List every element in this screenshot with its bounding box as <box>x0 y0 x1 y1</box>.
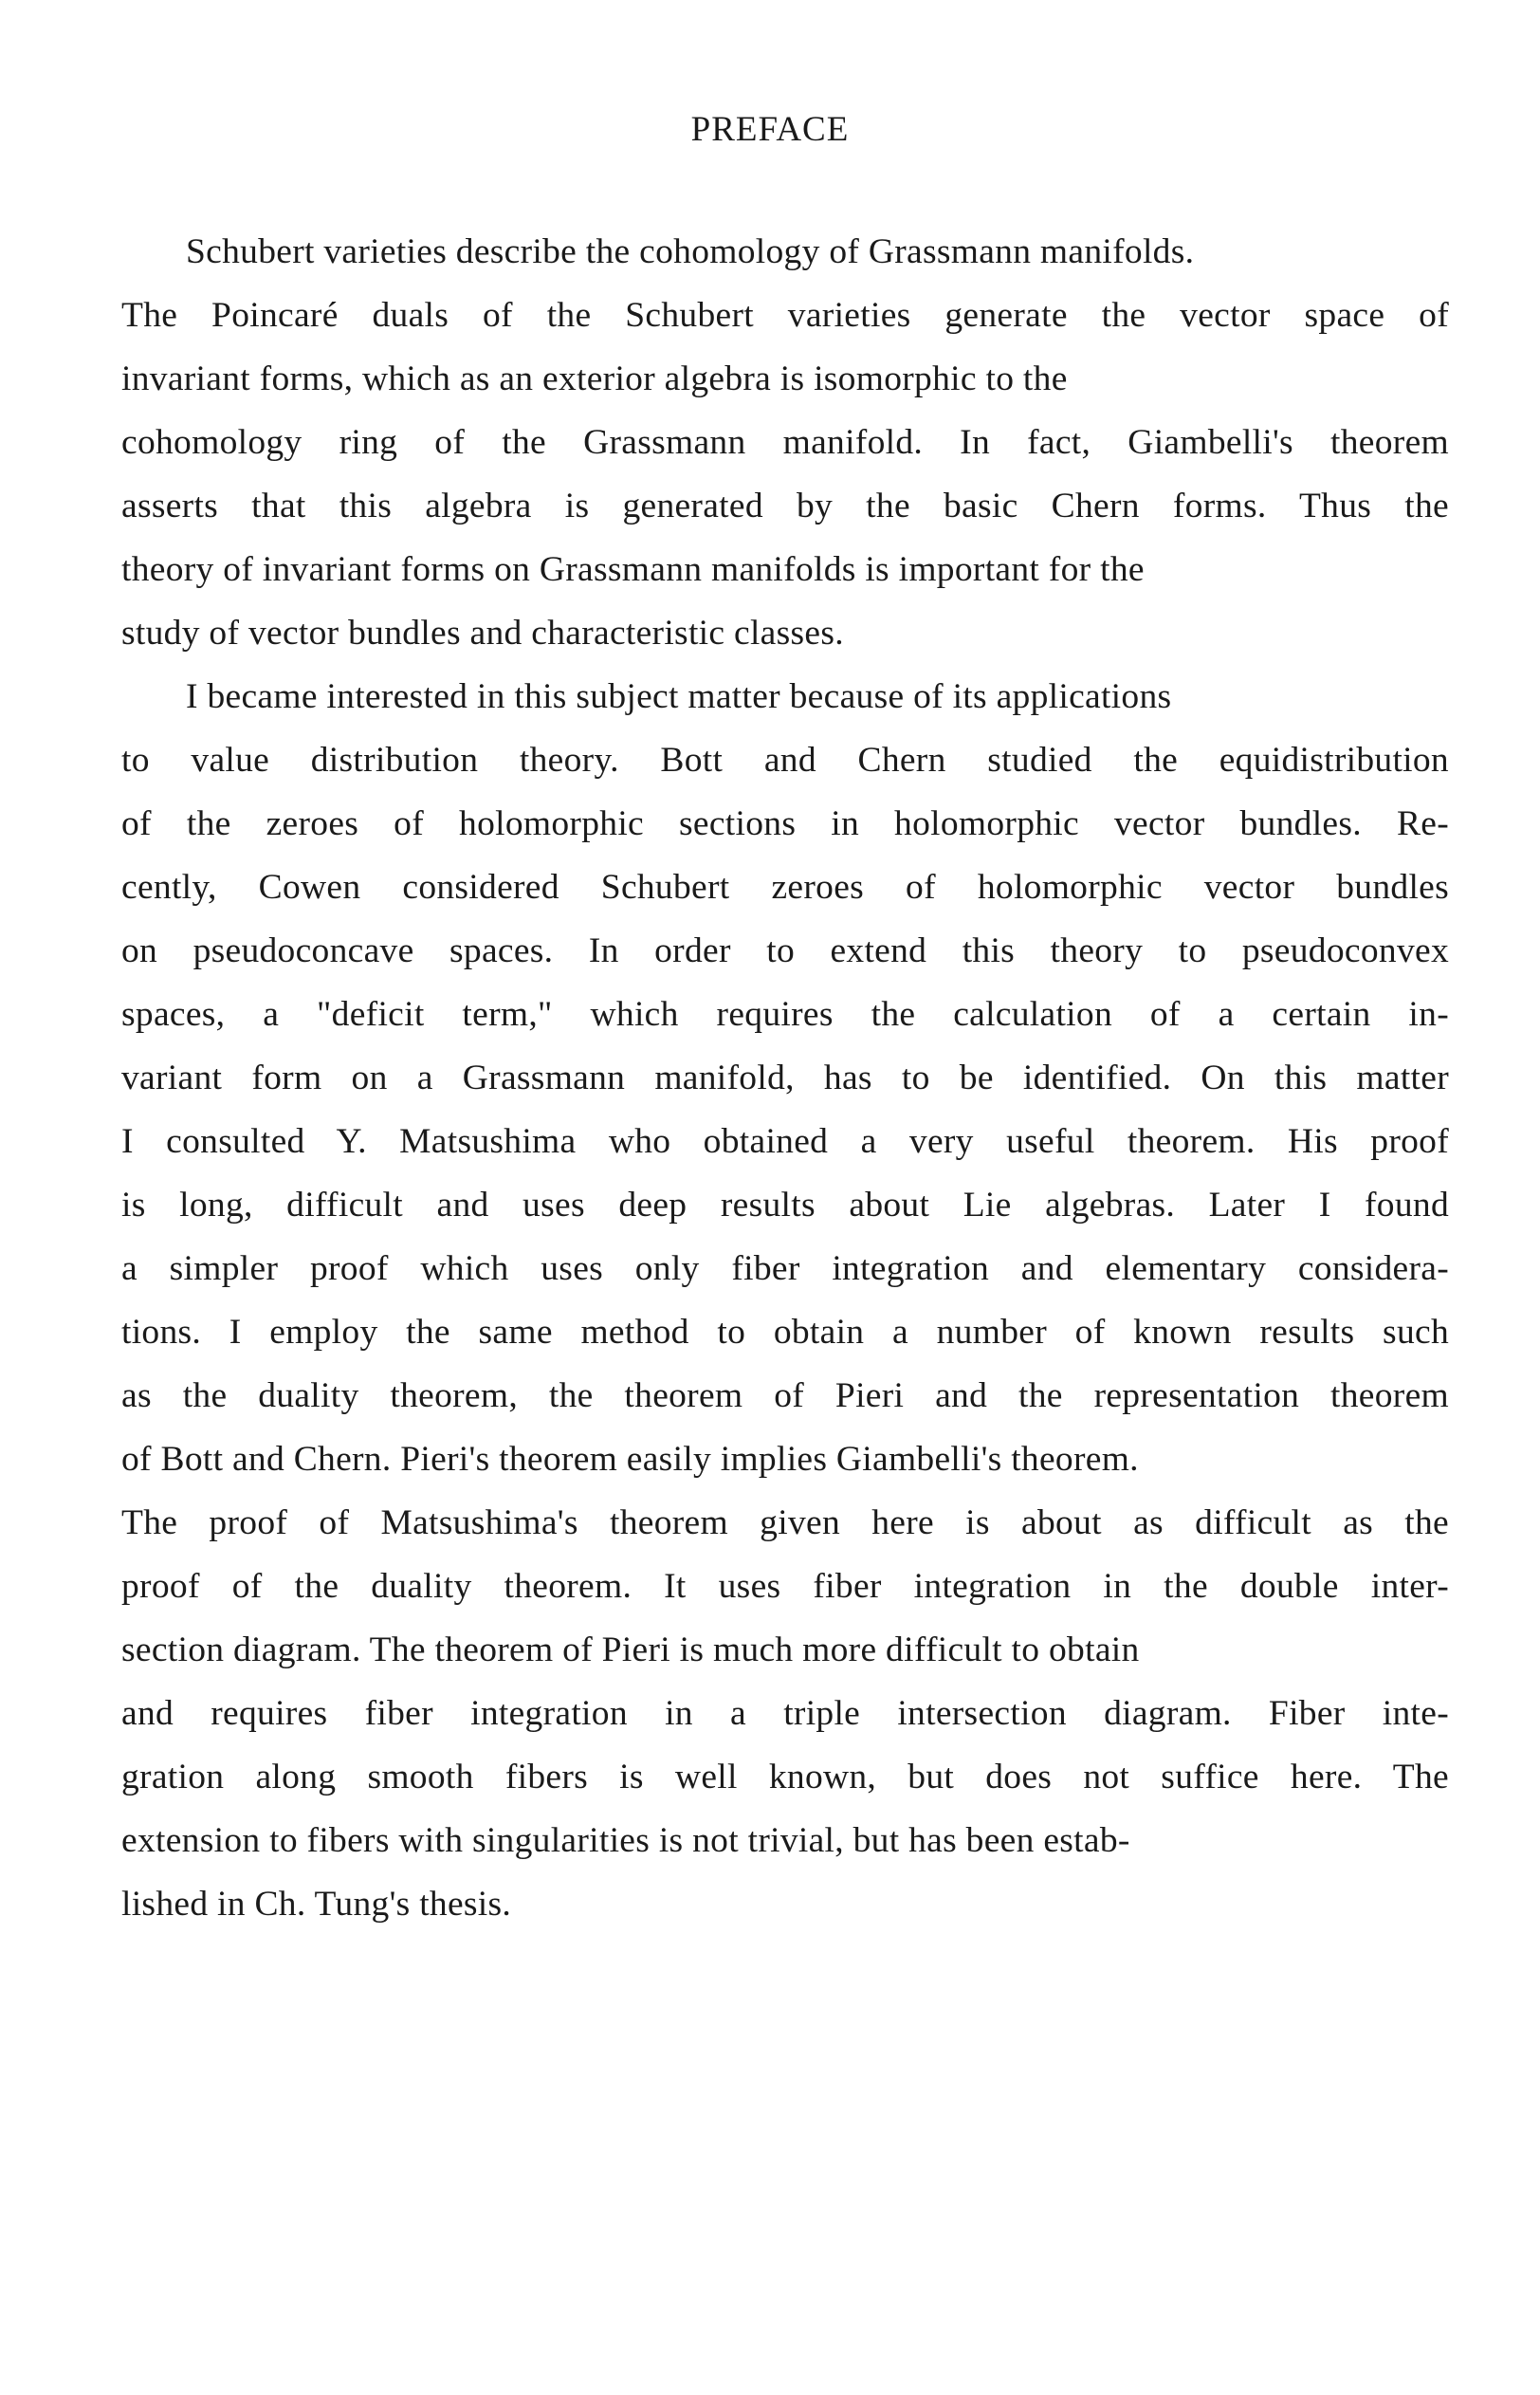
page-title: PREFACE <box>690 110 850 149</box>
text-line: The Poincaré duals of the Schubert varieties generate the vector space of <box>121 296 1449 335</box>
text-line: gration along smooth fibers is well known, but does not suffice here. The <box>121 1758 1449 1796</box>
text-line: is long, difficult and uses deep results about Lie algebras. Later I found <box>121 1186 1449 1225</box>
text-line: cently, Cowen considered Schubert zeroes of holomorphic vector bundles <box>121 868 1449 907</box>
text-line: of the zeroes of holomorphic sections in holomorphic vector bundles. Re- <box>121 804 1449 843</box>
text-line: study of vector bundles and characteristic classes. <box>121 614 844 653</box>
text-line: variant form on a Grassmann manifold, has to be identified. On this matter <box>121 1059 1449 1097</box>
text-line: tions. I employ the same method to obtain a number of known results such <box>121 1313 1449 1352</box>
text-line: invariant forms, which as an exterior algebra is isomorphic to the <box>121 359 1068 398</box>
text-line: asserts that this algebra is generated by the basic Chern forms. Thus the <box>121 487 1449 525</box>
text-line: and requires fiber integration in a triple intersection diagram. Fiber inte- <box>121 1694 1449 1733</box>
text-line: a simpler proof which uses only fiber integration and elementary considera- <box>121 1249 1449 1288</box>
text-line: I became interested in this subject matter because of its applications <box>186 677 1172 716</box>
text-line: theory of invariant forms on Grassmann manifolds is important for the <box>121 550 1145 589</box>
text-line: cohomology ring of the Grassmann manifold. In fact, Giambelli's theorem <box>121 423 1449 462</box>
text-line: of Bott and Chern. Pieri's theorem easily implies Giambelli's theorem. <box>121 1440 1139 1479</box>
text-line: proof of the duality theorem. It uses fiber integration in the double inter- <box>121 1567 1449 1606</box>
text-line: lished in Ch. Tung's thesis. <box>121 1885 512 1924</box>
text-line: spaces, a "deficit term," which requires the calculation of a certain in- <box>121 995 1449 1034</box>
text-line: as the duality theorem, the theorem of Pieri and the representation theorem <box>121 1376 1449 1415</box>
text-line: I consulted Y. Matsushima who obtained a very useful theorem. His proof <box>121 1122 1449 1161</box>
text-line: on pseudoconcave spaces. In order to extend this theory to pseudoconvex <box>121 931 1449 970</box>
text-line: section diagram. The theorem of Pieri is much more difficult to obtain <box>121 1630 1140 1669</box>
text-line: extension to fibers with singularities is not trivial, but has been estab- <box>121 1821 1130 1860</box>
text-line: to value distribution theory. Bott and Chern studied the equidistribution <box>121 741 1449 780</box>
preface-body <box>121 220 1449 1936</box>
text-line: The proof of Matsushima's theorem given here is about as difficult as the <box>121 1503 1449 1542</box>
text-line: Schubert varieties describe the cohomology of Grassmann manifolds. <box>186 232 1195 271</box>
